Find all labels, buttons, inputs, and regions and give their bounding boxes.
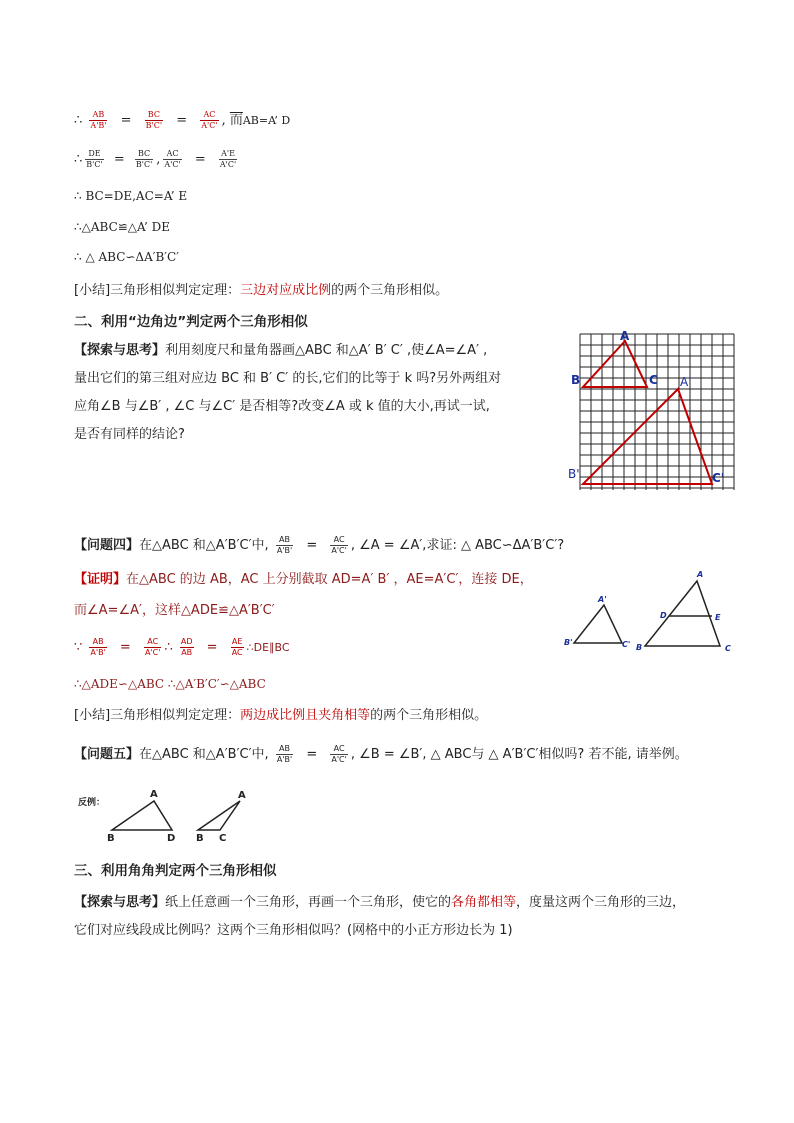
svg-text:C: C (725, 644, 731, 653)
fraction: $\frac{AD}{AB}$ (180, 637, 193, 657)
fraction: $\frac{AB}{A'B'}$ (90, 110, 107, 130)
question-five: 【问题五】在△ABC 和△A′B′C′中, $\frac{AB}{A'B'}$ = $\frac{AC}{A'C'}$ , ∠B = ∠B′, △ ABC与 △ A′B′C′相似吗? 若不能, 请举例。 (74, 744, 688, 764)
similar-triangles-figure (560, 565, 740, 655)
svg-text:D: D (660, 611, 667, 620)
proof1-line1: ∴ $\frac{AB}{A'B'}$ = $\frac{BC}{B'C'}$ = $\frac{AC}{A'C'}$ , 而AB=A’ D (74, 110, 291, 130)
fraction: $\frac{AC}{A'C'}$ (201, 110, 218, 130)
fraction: $\frac{AC}{A'C'}$ (331, 535, 347, 555)
svg-text:A: A (150, 789, 158, 800)
question-four: 【问题四】在△ABC 和△A′B′C′中, $\frac{AB}{A'B'}$ = $\frac{AC}{A'C'}$ , ∠A = ∠A′,求证: △ ABC∽ΔA′B′C′? (74, 535, 565, 555)
fraction: $\frac{AB}{A'B'}$ (276, 744, 293, 764)
proof2-line1: 【证明】在△ABC 的边 AB，AC 上分别截取 AD=A′ B′ ，AE=A′C′，连接 DE， (74, 572, 533, 587)
proof2-line3: ∵ $\frac{AB}{A'B'}$ = $\frac{AC}{A'C'}$ ∴ $\frac{AD}{AB}$ = $\frac{AE}{AC}$ ∴DE∥BC (74, 637, 290, 657)
fraction: $\frac{AE}{AC}$ (231, 637, 243, 657)
proof1-line3: ∴ BC=DE,AC=A’ E (74, 189, 188, 203)
fraction: $\frac{AC}{A'C'}$ (164, 149, 181, 169)
fraction: $\frac{AB}{A'B'}$ (276, 535, 293, 555)
label-c-prime: C' (712, 471, 725, 485)
fraction: $\frac{A'E}{A'C'}$ (219, 149, 237, 169)
svg-text:B: B (196, 833, 204, 841)
proof1-line5: ∴ △ ABC∽ΔA′B′C′ (74, 250, 179, 264)
fraction: $\frac{BC}{B'C'}$ (145, 110, 163, 130)
fraction: $\frac{AB}{A'B'}$ (90, 637, 106, 657)
svg-text:C': C' (622, 640, 631, 649)
svg-text:B: B (636, 643, 643, 652)
label-c: C (649, 373, 658, 387)
svg-text:A: A (238, 790, 246, 801)
fraction: $\frac{AC}{A'C'}$ (331, 744, 347, 764)
fraction: $\frac{AC}{A'C'}$ (144, 637, 161, 657)
summary1: [小结]三角形相似判定定理：三边对应成比例的两个三角形相似。 (74, 283, 449, 298)
svg-text:A': A' (598, 595, 607, 604)
triangle-abc (583, 341, 647, 387)
label-a-prime: A' (680, 375, 692, 389)
proof1-line4: ∴△ABC≌△A’ DE (74, 220, 170, 234)
counter-example-figure (74, 785, 284, 841)
proof2-line2: 而∠A=∠A′，这样△ADE≌△A′B′C′ (74, 603, 275, 618)
fraction: $\frac{BC}{B'C'}$ (135, 149, 153, 169)
explore-paragraph: 【探索与思考】纸上任意画一个三角形，再画一个三角形，使它的各角都相等，度量这两个三角形的三边， 它们对应线段成比例吗？这两个三角形相似吗？(网格中的小正方形边长为 1) (74, 895, 686, 938)
grid-figure (566, 330, 738, 494)
svg-text:C: C (219, 833, 227, 841)
section-heading: 二、利用“边角边”判定两个三角形相似 (74, 314, 308, 330)
svg-text:E: E (715, 613, 721, 622)
svg-text:D: D (167, 833, 176, 841)
label-a: A (620, 330, 630, 343)
fraction: $\frac{DE}{B'C'}$ (86, 149, 103, 169)
label-b-prime: B' (568, 467, 580, 481)
counter-example-label: 反例： (78, 798, 106, 808)
label-b: B (571, 373, 581, 387)
svg-text:B: B (107, 833, 115, 841)
summary2: [小结]三角形相似判定定理：两边成比例且夹角相等的两个三角形相似。 (74, 708, 488, 723)
explore-paragraph: 【探索与思考】利用刻度尺和量角器画△ABC 和△A′ B′ C′ ,使∠A=∠A′ , 量出它们的第三组对应边 BC 和 B′ C′ 的长,它们的比等于 k 吗?另外两组对 应角∠B 与∠B′ , ∠C 与∠C′ 是否相等?改变∠A 或 k 值的大小,再试一试, 是否有同样的结论? (74, 343, 502, 442)
section-heading: 三、利用角角判定两个三角形相似 (74, 863, 277, 879)
svg-text:A: A (697, 570, 704, 579)
svg-text:B': B' (564, 638, 573, 647)
proof1-line2: ∴ $\frac{DE}{B'C'}$ = $\frac{BC}{B'C'}$ , $\frac{AC}{A'C'}$ = $\frac{A'E}{A'C'}$ (74, 149, 237, 169)
proof2-line4: ∴△ADE∽△ABC ∴△A′B′C′∽△ABC (74, 677, 266, 691)
